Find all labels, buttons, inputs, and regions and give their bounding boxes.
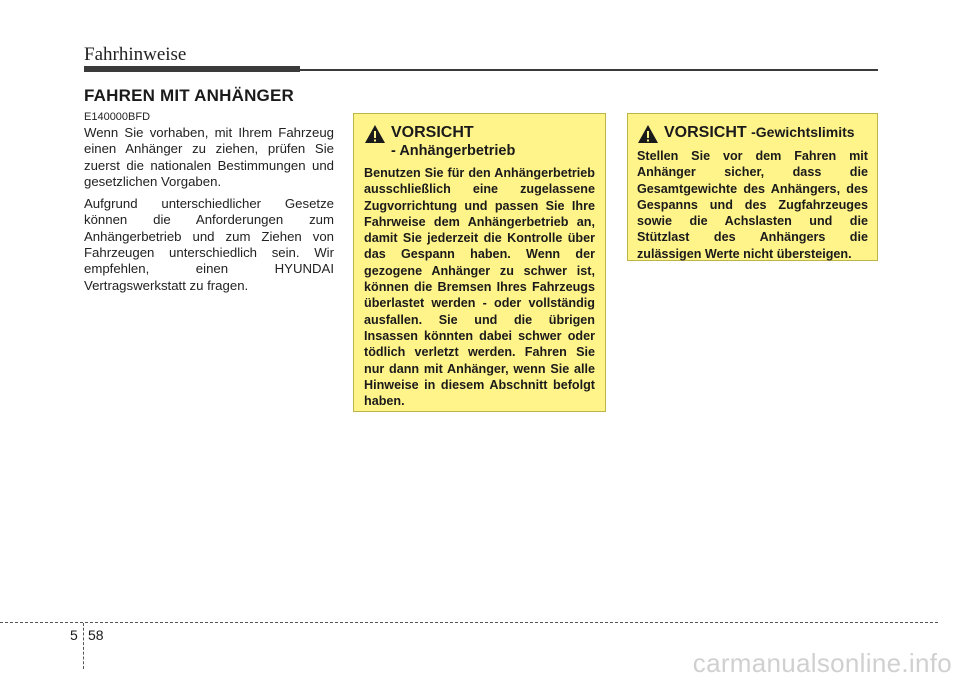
header-rule-thick bbox=[84, 66, 300, 72]
caution-text: Stellen Sie vor dem Fahren mit Anhänger sicher, dass die Gesamtgewichte des Anhängers, des Gespanns und des Zugfahrzeuges sowie die Achslasten und die Stützlast des Anhängers die zulässigen Werte nicht übersteigen. bbox=[637, 149, 868, 261]
footer-rule bbox=[0, 622, 938, 623]
caution-box-weight-limits bbox=[627, 113, 878, 261]
watermark: carmanualsonline.info bbox=[692, 648, 952, 678]
chapter-number: 5 bbox=[70, 627, 78, 643]
footer-divider bbox=[83, 623, 84, 669]
caution-subtitle: -Gewichtslimits bbox=[751, 124, 855, 140]
paragraph: Aufgrund unterschiedlicher Gesetze können die Anforderungen zum Anhängerbetrieb und zum Ziehen von Fahrzeugen unterschiedlich sein. Wir empfehlen, einen HYUNDAI Vertragswerkstatt zu fragen. bbox=[84, 196, 334, 293]
section-heading: FAHREN MIT ANHÄNGER bbox=[84, 86, 294, 105]
section-code: E140000BFD bbox=[84, 111, 151, 123]
caution-title: VORSICHT bbox=[391, 124, 474, 141]
body-text bbox=[84, 125, 334, 300]
caution-title: VORSICHT bbox=[664, 124, 747, 141]
paragraph: Wenn Sie vorhaben, mit Ihrem Fahrzeug einen Anhänger zu ziehen, prüfen Sie zuerst die nationalen Bestimmungen und gesetzlichen Vorgaben. bbox=[84, 125, 334, 189]
page-number: 58 bbox=[88, 627, 104, 643]
chapter-title: Fahrhinweise bbox=[84, 44, 187, 65]
warning-triangle-icon bbox=[637, 124, 659, 144]
caution-box-trailer bbox=[353, 113, 606, 412]
header-rule-thin bbox=[300, 69, 878, 71]
warning-triangle-icon bbox=[364, 124, 386, 144]
caution-text: Benutzen Sie für den Anhängerbetrieb ausschließlich eine zugelassene Zugvorrichtung und passen Sie Ihre Fahrweise dem Anhängerbetrieb an, damit Sie jederzeit die Kontrolle über das Gespann haben. Wenn der gezogene Anhänger zu schwer ist, können die Bremsen Ihres Fahrzeugs überlastet werden - oder vollständig ausfallen. Sie und die übrigen Insassen könnten dabei schwer oder tödlich verletzt werden. Fahren Sie nur dann mit Anhänger, wenn Sie alle Hinweise in diesem Abschnitt befolgt haben. bbox=[364, 166, 595, 409]
caution-subtitle: - Anhängerbetrieb bbox=[391, 143, 516, 159]
